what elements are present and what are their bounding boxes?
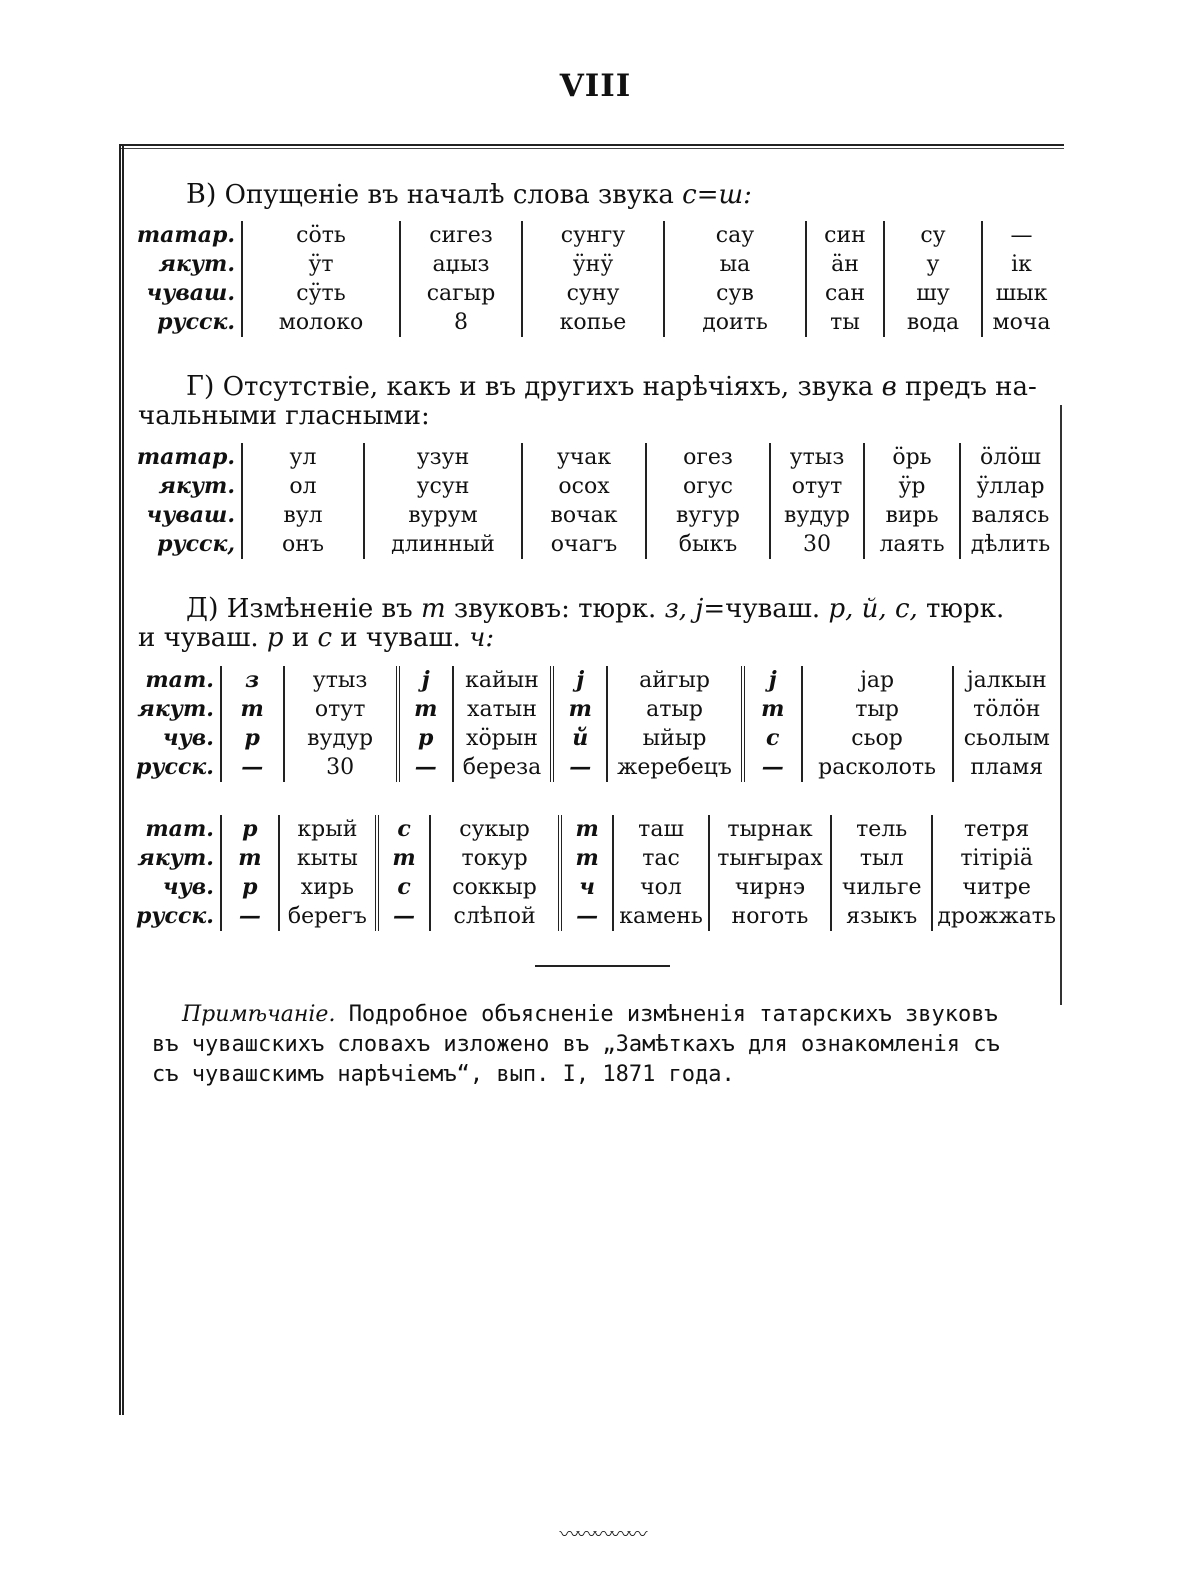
section-g-line1-end: предъ на- — [905, 372, 1037, 402]
table-cell: 8 — [400, 308, 522, 337]
section-d-letter-y: й, — [861, 594, 887, 624]
language-label: тат. — [145, 667, 214, 693]
table-cell: тетря — [932, 815, 1060, 844]
table-cell: дрожжать — [932, 902, 1060, 931]
language-label: татар. — [136, 222, 235, 248]
table-cell: ӓн — [806, 250, 884, 279]
table-cell: тітіріӓ — [932, 844, 1060, 873]
section-v-table — [132, 221, 1060, 337]
table-row — [132, 902, 1060, 931]
table-cell: сув — [664, 279, 806, 308]
table-cell: тырнак — [709, 815, 831, 844]
section-v-heading — [186, 180, 1106, 210]
language-label: якут. — [137, 845, 214, 871]
section-d-line1-c: =чуваш. — [703, 594, 821, 624]
language-label: русск. — [136, 903, 214, 929]
table-row — [132, 666, 1060, 695]
table-cell: аџыз — [400, 250, 522, 279]
table-row — [132, 873, 1060, 902]
table-row — [132, 308, 1060, 337]
table-cell: вода — [884, 308, 982, 337]
table-row — [132, 844, 1060, 873]
table-cell: т — [398, 695, 453, 724]
table-cell: ч — [560, 873, 613, 902]
section-d-line1-d: тюрк. — [926, 594, 1005, 624]
section-divider — [535, 965, 670, 967]
table-cell: быкъ — [646, 530, 770, 559]
footnote-line3: съ чувашскимъ нарѣчіемъ“, вып. I, 1871 года. — [152, 1062, 735, 1087]
table-cell: копье — [522, 308, 664, 337]
table-cell: учак — [522, 443, 646, 472]
table-cell: сагыр — [400, 279, 522, 308]
frame-right-rule — [1060, 405, 1062, 1005]
section-v-label: В) — [186, 179, 217, 210]
section-g-table — [132, 443, 1060, 559]
section-g-line2: чальными гласными: — [138, 401, 430, 431]
table-cell: з — [221, 666, 284, 695]
table-cell: — — [377, 902, 430, 931]
table-cell: шык — [982, 279, 1060, 308]
table-cell: сунгу — [522, 221, 664, 250]
table-cell: — — [743, 753, 802, 782]
table-cell: соккыр — [430, 873, 560, 902]
section-g-rows — [132, 443, 1060, 559]
table-cell: 30 — [284, 753, 398, 782]
table-cell: ӱллар — [960, 472, 1060, 501]
table-cell: тыл — [831, 844, 932, 873]
footnote-line2: въ чувашскихъ словахъ изложено въ „Замѣткахъ для ознакомленія съ — [152, 1032, 1000, 1057]
section-g-line1: Отсутствіе, какъ и въ другихъ нарѣчіяхъ, звука — [222, 372, 874, 402]
table-cell: ыа — [664, 250, 806, 279]
table-cell: т — [743, 695, 802, 724]
section-g-letter: в — [881, 372, 897, 402]
language-label: чув. — [162, 725, 214, 751]
language-label: якут. — [158, 473, 235, 499]
table-cell: сьолым — [953, 724, 1060, 753]
table-cell: т — [552, 695, 607, 724]
footnote-line1: Подробное объясненіе измѣненія татарскихъ звуковъ — [348, 1002, 998, 1027]
table-cell: т — [221, 844, 279, 873]
section-d-letter-r: р, — [828, 594, 854, 624]
frame-left-rule — [119, 145, 124, 1415]
table-cell: — — [982, 221, 1060, 250]
language-label: чуваш. — [146, 280, 235, 306]
table-cell: читре — [932, 873, 1060, 902]
table-row — [132, 501, 1060, 530]
table-cell: с — [377, 873, 430, 902]
table-cell: токур — [430, 844, 560, 873]
section-d-letter-s2: с — [317, 623, 333, 653]
table-cell: ол — [242, 472, 364, 501]
table-cell: дѣлить — [960, 530, 1060, 559]
table-cell: — — [552, 753, 607, 782]
table-cell: тӧлӧн — [953, 695, 1060, 724]
table-cell: ӱт — [242, 250, 400, 279]
table-cell: айгыр — [607, 666, 743, 695]
table-cell: тас — [613, 844, 709, 873]
section-d-letter-j: j — [695, 594, 704, 624]
section-d-letter-ch: ч: — [469, 623, 495, 653]
table-cell: ыйыр — [607, 724, 743, 753]
table-cell: отут — [770, 472, 864, 501]
table-cell: — — [398, 753, 453, 782]
table-cell: камень — [613, 902, 709, 931]
table-cell: берегъ — [279, 902, 377, 931]
table-cell: сукыр — [430, 815, 560, 844]
section-d-letter-s: с, — [894, 594, 918, 624]
table-cell: хатын — [453, 695, 553, 724]
section-v-rows — [132, 221, 1060, 337]
table-cell: расколоть — [802, 753, 953, 782]
table-cell: доить — [664, 308, 806, 337]
table-cell: сау — [664, 221, 806, 250]
table-cell: крый — [279, 815, 377, 844]
table-cell: су — [884, 221, 982, 250]
table-cell: сӱть — [242, 279, 400, 308]
table-cell: jалкын — [953, 666, 1060, 695]
section-d-table-1 — [132, 666, 1060, 782]
table-cell: р — [221, 724, 284, 753]
table-cell: чильге — [831, 873, 932, 902]
section-v-formula: с=ш: — [682, 180, 752, 210]
table-cell: — — [221, 753, 284, 782]
table-cell: р — [221, 815, 279, 844]
page-number: VIII — [559, 68, 632, 104]
table-cell: вудур — [284, 724, 398, 753]
table-cell: тыҥырах — [709, 844, 831, 873]
language-label: русск, — [157, 531, 235, 557]
table-row — [132, 530, 1060, 559]
table-cell: кыты — [279, 844, 377, 873]
section-d-table-2 — [132, 815, 1060, 931]
table-cell: утыз — [284, 666, 398, 695]
footnote — [152, 1000, 1057, 1090]
table-row — [132, 724, 1060, 753]
language-label: чуваш. — [146, 502, 235, 528]
table-cell: т — [221, 695, 284, 724]
frame-top-rule — [119, 144, 1064, 149]
table-cell: валясь — [960, 501, 1060, 530]
section-d-label: Д) — [186, 593, 219, 624]
table-cell: ты — [806, 308, 884, 337]
table-cell: вирь — [864, 501, 960, 530]
footnote-prefix: Примѣчаніе. — [182, 1002, 336, 1027]
table-cell: j — [398, 666, 453, 695]
table-cell: жеребецъ — [607, 753, 743, 782]
section-d-letter-t: т — [420, 594, 446, 624]
table-cell: р — [221, 873, 279, 902]
table-cell: узун — [364, 443, 522, 472]
table-cell: слѣпой — [430, 902, 560, 931]
table-cell: береза — [453, 753, 553, 782]
table-cell: моча — [982, 308, 1060, 337]
table-cell: очагъ — [522, 530, 646, 559]
table-cell: суну — [522, 279, 664, 308]
table-cell: лаять — [864, 530, 960, 559]
section-d-rows-2 — [132, 815, 1060, 931]
table-cell: хирь — [279, 873, 377, 902]
language-label: татар. — [136, 444, 235, 470]
language-label: русск. — [157, 309, 235, 335]
language-label: тат. — [145, 816, 214, 842]
table-cell: 30 — [770, 530, 864, 559]
section-v-title: Опущеніе въ началѣ слова звука — [224, 180, 674, 210]
section-g-label: Г) — [186, 371, 215, 402]
table-cell: огез — [646, 443, 770, 472]
table-cell: усун — [364, 472, 522, 501]
table-cell: вул — [242, 501, 364, 530]
table-cell: j — [743, 666, 802, 695]
language-label: чув. — [162, 874, 214, 900]
table-cell: чол — [613, 873, 709, 902]
table-cell: пламя — [953, 753, 1060, 782]
section-d-line1-b: звуковъ: тюрк. — [453, 594, 657, 624]
table-cell: — — [221, 902, 279, 931]
table-cell: сан — [806, 279, 884, 308]
table-cell: осох — [522, 472, 646, 501]
table-cell: тель — [831, 815, 932, 844]
section-d-line2-a: и чуваш. — [138, 623, 259, 653]
table-cell: вудур — [770, 501, 864, 530]
table-cell: с — [743, 724, 802, 753]
table-row — [132, 279, 1060, 308]
table-cell: шу — [884, 279, 982, 308]
table-cell: хӧрын — [453, 724, 553, 753]
table-cell: й — [552, 724, 607, 753]
table-cell: языкъ — [831, 902, 932, 931]
table-cell: сьор — [802, 724, 953, 753]
table-cell: ӱр — [864, 472, 960, 501]
section-d-heading — [138, 594, 1058, 653]
table-cell: с — [377, 815, 430, 844]
table-cell: jар — [802, 666, 953, 695]
table-cell: р — [398, 724, 453, 753]
table-cell: онъ — [242, 530, 364, 559]
table-cell: утыз — [770, 443, 864, 472]
table-cell: огус — [646, 472, 770, 501]
language-label: якут. — [158, 251, 235, 277]
table-cell: отут — [284, 695, 398, 724]
table-cell: кайын — [453, 666, 553, 695]
section-g-heading — [138, 372, 1058, 431]
table-cell: тыр — [802, 695, 953, 724]
table-row — [132, 250, 1060, 279]
table-cell: сигез — [400, 221, 522, 250]
section-d-line1-a: Измѣненіе въ — [226, 594, 413, 624]
table-cell: ул — [242, 443, 364, 472]
table-cell: вочак — [522, 501, 646, 530]
language-label: якут. — [137, 696, 214, 722]
table-cell: j — [552, 666, 607, 695]
table-cell: т — [377, 844, 430, 873]
table-cell: ноготь — [709, 902, 831, 931]
table-cell: атыр — [607, 695, 743, 724]
table-row — [132, 695, 1060, 724]
table-cell: син — [806, 221, 884, 250]
table-cell: ӧлӧш — [960, 443, 1060, 472]
table-cell: — — [560, 902, 613, 931]
table-cell: вугур — [646, 501, 770, 530]
table-cell: таш — [613, 815, 709, 844]
table-cell: сӧть — [242, 221, 400, 250]
table-cell: у — [884, 250, 982, 279]
table-row — [132, 472, 1060, 501]
table-cell: ік — [982, 250, 1060, 279]
table-row — [132, 443, 1060, 472]
language-label: русск. — [136, 754, 214, 780]
table-row — [132, 221, 1060, 250]
table-cell: вурум — [364, 501, 522, 530]
table-cell: т — [560, 815, 613, 844]
section-d-letter-z: з, — [664, 594, 688, 624]
section-d-line2-b: и — [291, 623, 310, 653]
section-d-rows-1 — [132, 666, 1060, 782]
table-row — [132, 815, 1060, 844]
table-cell: длинный — [364, 530, 522, 559]
section-d-line2-c: и чуваш. — [340, 623, 461, 653]
end-ornament: 〰〰〰〰〰 — [559, 1522, 645, 1546]
section-d-letter-r2: р — [266, 623, 284, 653]
table-cell: чирнэ — [709, 873, 831, 902]
table-cell: ӧрь — [864, 443, 960, 472]
table-cell: молоко — [242, 308, 400, 337]
table-row — [132, 753, 1060, 782]
table-cell: т — [560, 844, 613, 873]
table-cell: ӱнӱ — [522, 250, 664, 279]
